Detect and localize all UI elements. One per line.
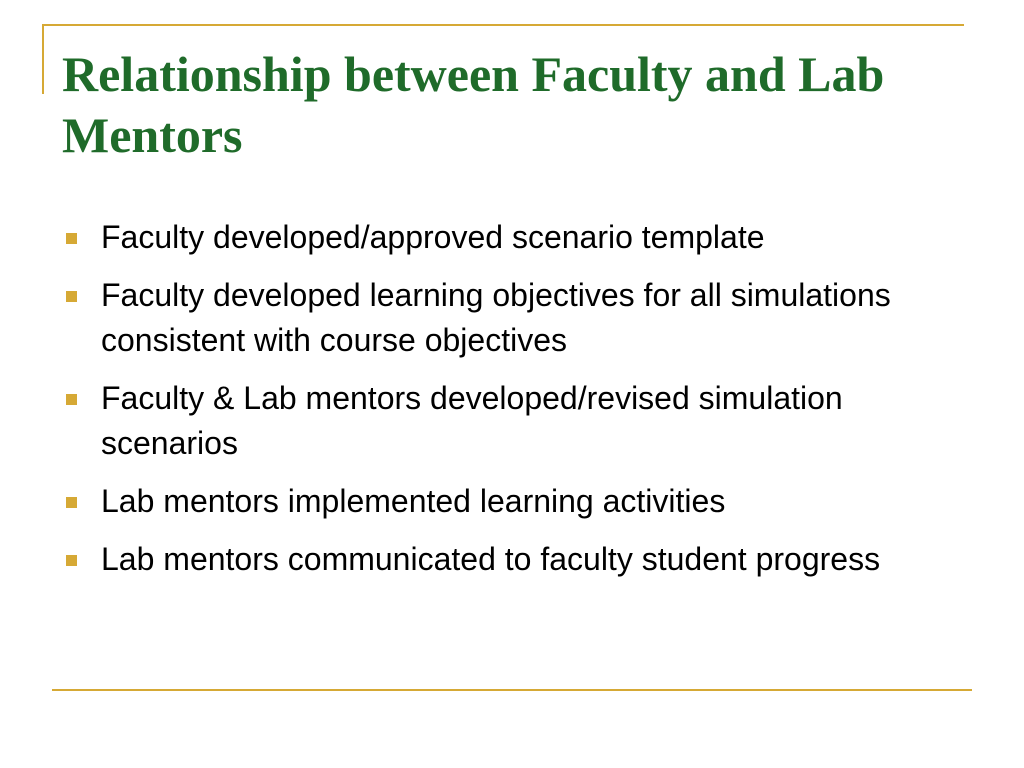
left-accent-rule	[42, 24, 44, 94]
top-accent-rule	[42, 24, 964, 26]
square-bullet-icon	[66, 233, 77, 244]
bullet-text: Faculty & Lab mentors developed/revised simulation scenarios	[101, 380, 843, 461]
bullet-item	[62, 537, 962, 582]
bullet-text: Faculty developed learning objectives for all simulations consistent with course objectives	[101, 277, 891, 358]
bullet-item	[62, 376, 962, 466]
bullet-list	[62, 215, 962, 595]
square-bullet-icon	[66, 291, 77, 302]
bullet-text: Lab mentors communicated to faculty student progress	[101, 541, 881, 577]
square-bullet-icon	[66, 394, 77, 405]
bullet-item	[62, 215, 962, 260]
bullet-item	[62, 479, 962, 524]
bullet-text: Lab mentors implemented learning activities	[101, 483, 726, 519]
bullet-text: Faculty developed/approved scenario template	[101, 219, 765, 255]
square-bullet-icon	[66, 555, 77, 566]
slide-title: Relationship between Faculty and Lab Mentors	[62, 46, 885, 163]
bullet-item	[62, 273, 962, 363]
square-bullet-icon	[66, 497, 77, 508]
bottom-accent-rule	[52, 689, 972, 691]
